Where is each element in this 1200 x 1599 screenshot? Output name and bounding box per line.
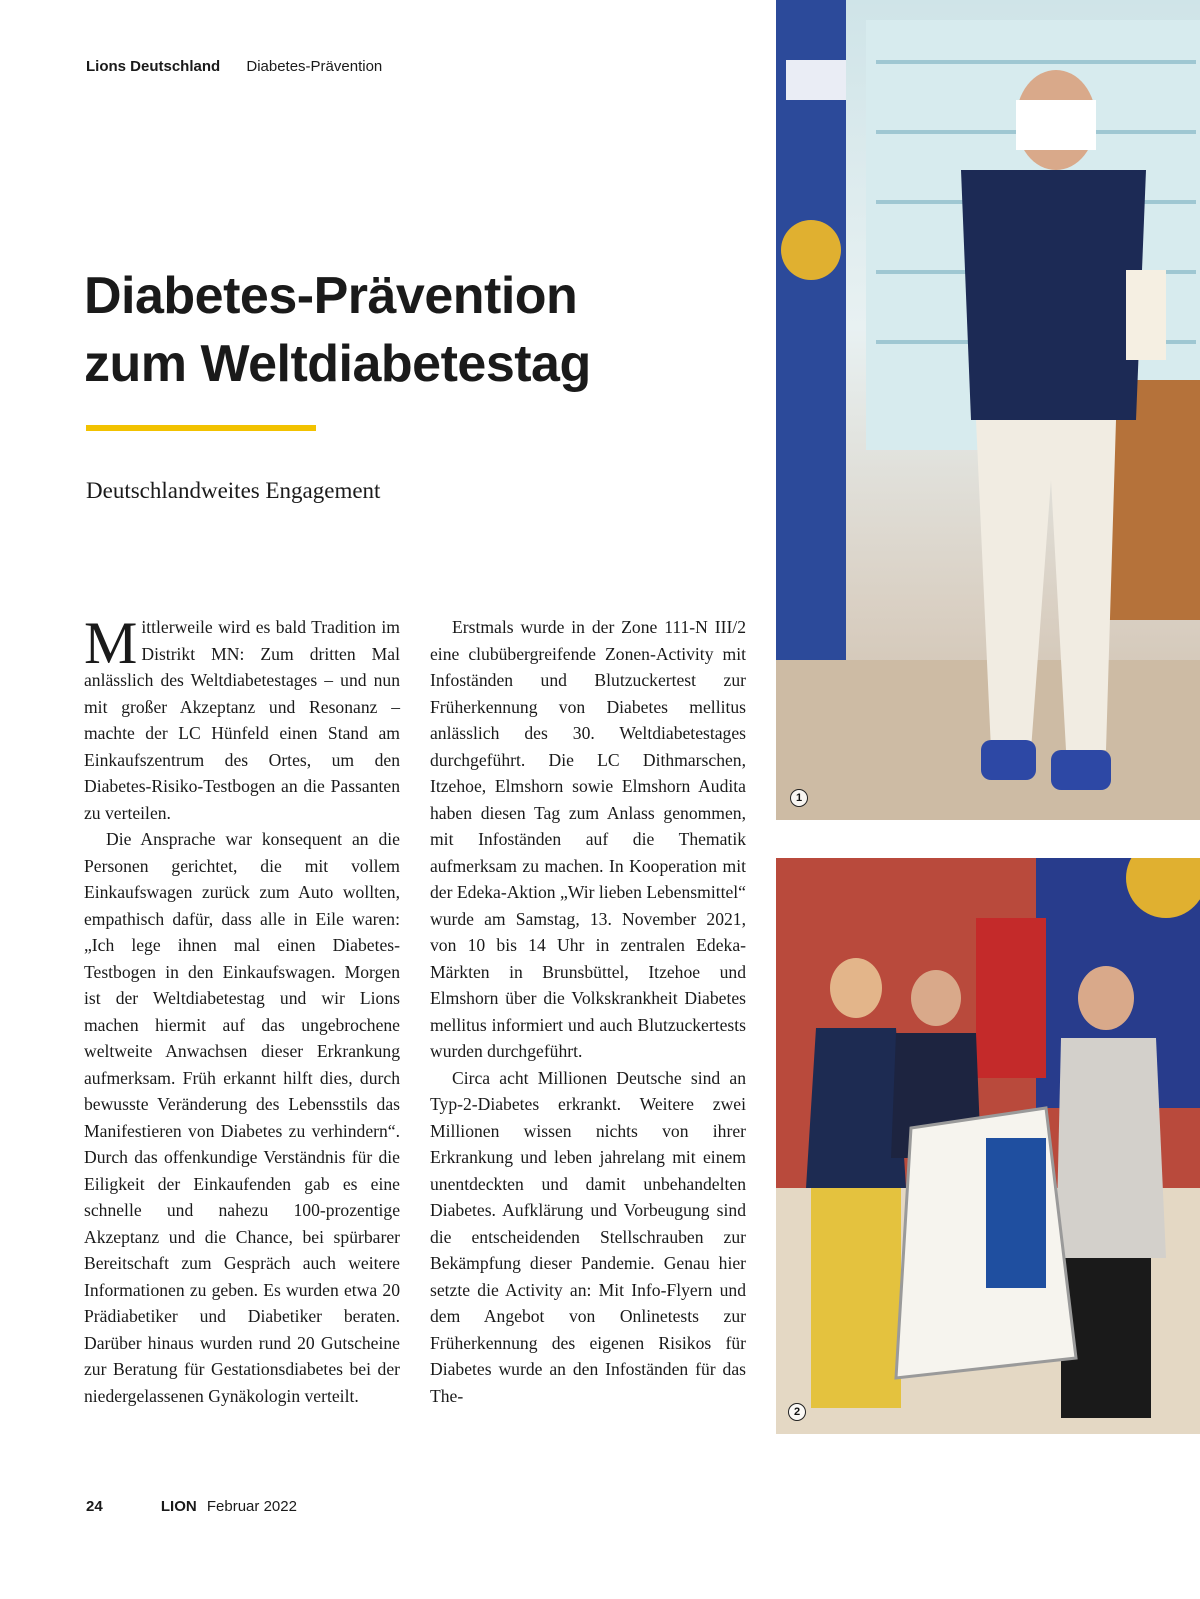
header-section: Lions Deutschland (86, 58, 221, 75)
photo-info-stand (776, 858, 1200, 1434)
photo-number-badge-2: 2 (788, 1403, 806, 1421)
paragraph-text: ittlerweile wird es bald Tradition im Distrikt MN: Zum dritten Mal anlässlich des Weltdiabetestages – und nun mit großer Akzeptanz und Resonanz – machte der LC Hünfeld einen Stand am Einkaufszentrum des Ortes, um den Diabetes-Risiko-Testbogen an die Passanten zu verteilen. (84, 617, 400, 823)
paragraph (84, 610, 400, 826)
title-line-2: zum Weltdiabetestag (84, 335, 591, 393)
photo-number-badge-1: 1 (790, 789, 808, 807)
header-topic: Diabetes-Prävention (246, 58, 383, 75)
accent-rule (86, 425, 316, 431)
photo-pharmacy-illustration (776, 0, 1200, 820)
running-header (86, 58, 382, 75)
text-column-2 (430, 614, 746, 1409)
page-number: 24 (86, 1498, 103, 1515)
paragraph: Erstmals wurde in der Zone 111-N III/2 eine clubübergreifende Zonen-Activity mit Infoständen und Blutzuckertest zur Früherkennung von Diabetes mellitus anlässlich des 30. Weltdiabetestages durchgeführt. Die LC Dithmarschen, Itzehoe, Elmshorn sowie Elmshorn Audita haben diesen Tag zum Anlass genommen, mit Infoständen auf die Thematik aufmerksam zu machen. In Kooperation mit der Edeka-Aktion „Wir lieben Lebensmittel“ wurde am Samstag, 13. November 2021, von 10 bis 14 Uhr in zentralen Edeka-Märkten in Brunsbüttel, Itzehoe und Elmshorn über die Volkskrankheit Diabetes mellitus informiert und auch Blutzuckertests wurden durchgeführt. (430, 617, 746, 1061)
paragraph: Circa acht Millionen Deutsche sind an Typ-2-Diabetes erkrankt. Weitere zwei Millionen wissen nichts von ihrer Erkrankung und leben jahrelang mit einem unentdeckten und damit unbehandelten Diabetes. Aufklärung und Vorbeugung sind die entscheidenden Stellschrauben zur Bekämpfung dieser Pandemie. Genau hier setzte die Activity an: Mit Info-Flyern und dem Angebot von Onlinetests zur Früherkennung des eigenen Risikos für Diabetes wurde an den Infoständen für das The- (430, 1067, 746, 1406)
photo-info-stand-illustration (776, 858, 1200, 1434)
text-column-1 (84, 610, 400, 1409)
issue-date: Februar 2022 (206, 1498, 297, 1515)
dropcap: M (84, 610, 138, 676)
article-title (84, 262, 744, 398)
page-footer (86, 1498, 297, 1515)
magazine-name: LION (160, 1498, 197, 1515)
title-line-1: Diabetes-Prävention (84, 267, 578, 325)
photo-pharmacy (776, 0, 1200, 820)
article-subtitle: Deutschlandweites Engagement (86, 478, 381, 503)
paragraph: Die Ansprache war konsequent an die Personen gerichtet, die mit vollem Einkaufswagen zurück zum Auto wollten, empathisch dafür, dass alle in Eile waren: „Ich lege ihnen mal einen Diabetes-Testbogen in den Einkaufswagen. Morgen ist der Weltdiabetestag und wir Lions machen hiermit auf das ungebrochene weltweite Anwachsen dieser Erkrankung aufmerksam. Früh erkannt hilft dies, durch bewusste Veränderung des Lebensstils das Manifestieren von Diabetes zu verhindern“. Durch das offenkundige Verständnis für die Eiligkeit der Einkaufenden gab es eine schnelle und nahezu 100-prozentige Akzeptanz und die Chance, bei spürbarer Bereitschaft zum Gespräch auch weitere Informationen zu geben. Es wurden etwa 20 Prädiabetiker und Diabetiker beraten. Darüber hinaus wurden rund 20 Gutscheine zur Beratung für Gestationsdiabetes bei der niedergelassenen Gynäkologin verteilt. (84, 829, 400, 1406)
